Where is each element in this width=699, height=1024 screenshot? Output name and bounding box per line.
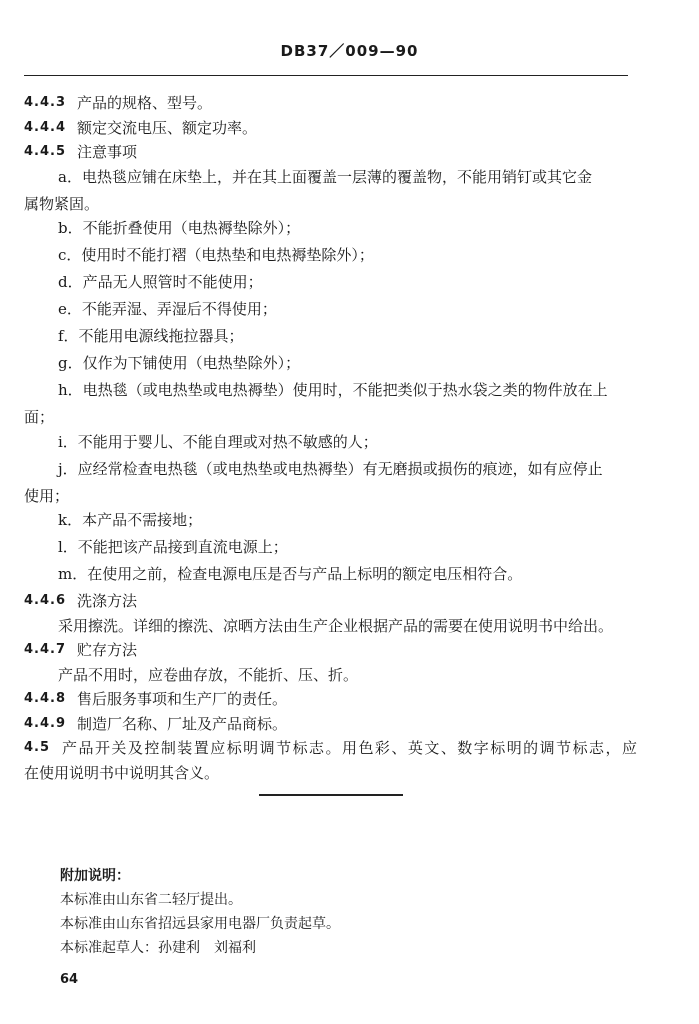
precaution-d-text: d．产品无人照管时不能使用； bbox=[58, 273, 263, 291]
section-4-5-continued bbox=[24, 761, 644, 786]
section-number: 4.4.3 bbox=[24, 95, 67, 110]
standard-code: DB37／009—90 bbox=[280, 42, 419, 60]
precaution-l bbox=[24, 535, 644, 562]
precaution-f-text: f．不能用电源线拖拉器具； bbox=[58, 327, 244, 345]
section-number: 4.4.5 bbox=[24, 144, 67, 159]
precaution-d bbox=[24, 270, 644, 297]
section-title: 贮存方法 bbox=[77, 641, 138, 659]
precaution-h-line2: 面； bbox=[24, 408, 55, 426]
precaution-j-line1: j．应经常检查电热毯（或电热垫或电热褥垫）有无磨损或损伤的痕迹，如有应停止 bbox=[58, 459, 603, 478]
section-4-4-4 bbox=[24, 116, 644, 141]
notes-drafters: 本标准起草人：孙建利 刘福利 bbox=[60, 940, 256, 956]
section-4-4-6 bbox=[24, 589, 644, 614]
section-4-5 bbox=[24, 736, 644, 761]
precaution-c-text: c．使用时不能打褶（电热垫和电热褥垫除外）； bbox=[58, 246, 374, 264]
precaution-a bbox=[24, 165, 644, 192]
section-title: 洗涤方法 bbox=[77, 592, 138, 610]
section-text: 制造厂名称、厂址及产品商标。 bbox=[77, 714, 288, 733]
precaution-m-text: m．在使用之前，检查电源电压是否与产品上标明的额定电压相符合。 bbox=[58, 565, 523, 583]
section-number: 4.4.6 bbox=[24, 593, 67, 608]
section-text: 售后服务事项和生产厂的责任。 bbox=[77, 690, 288, 708]
section-text: 注意事项 bbox=[77, 143, 138, 161]
precaution-a-continued bbox=[24, 192, 644, 217]
document-body bbox=[24, 91, 644, 785]
precaution-h-line1: h．电热毯（或电热垫或电热褥垫）使用时，不能把类似于热水袋之类的物件放在上 bbox=[58, 381, 608, 399]
precaution-j bbox=[24, 457, 644, 484]
section-4-4-3 bbox=[24, 91, 644, 116]
precaution-j-line2: 使用； bbox=[24, 486, 70, 505]
section-number: 4.4.8 bbox=[24, 691, 67, 706]
end-divider bbox=[259, 794, 403, 796]
additional-notes bbox=[60, 864, 340, 960]
section-number: 4.5 bbox=[24, 740, 51, 755]
precaution-e-text: e．不能弄湿、弄湿后不得使用； bbox=[58, 300, 277, 318]
section-4-4-8 bbox=[24, 687, 644, 712]
section-4-4-9 bbox=[24, 712, 644, 737]
section-text: 额定交流电压、额定功率。 bbox=[77, 118, 258, 137]
section-body: 产品不用时，应卷曲存放，不能折、压、折。 bbox=[58, 665, 359, 684]
precaution-h bbox=[24, 378, 644, 405]
precaution-h-continued bbox=[24, 405, 644, 430]
section-4-4-5 bbox=[24, 140, 644, 165]
page-header bbox=[0, 40, 699, 61]
precaution-l-text: l．不能把该产品接到直流电源上； bbox=[58, 538, 288, 556]
precaution-c bbox=[24, 243, 644, 270]
section-4-4-7-body bbox=[24, 663, 644, 688]
section-number: 4.4.4 bbox=[24, 119, 67, 135]
precaution-f bbox=[24, 324, 644, 351]
precaution-j-continued bbox=[24, 484, 644, 509]
notes-proposer: 本标准由山东省二轻厅提出。 bbox=[60, 892, 242, 908]
notes-title: 附加说明： bbox=[60, 868, 130, 884]
precaution-b-text: b．不能折叠使用（电热褥垫除外）； bbox=[58, 219, 301, 237]
page-number: 64 bbox=[60, 972, 79, 987]
section-text: 产品的规格、型号。 bbox=[77, 94, 213, 112]
header-divider bbox=[24, 75, 628, 76]
precaution-i bbox=[24, 430, 644, 457]
section-body: 采用擦洗。详细的擦洗、凉晒方法由生产企业根据产品的需要在使用说明书中给出。 bbox=[58, 616, 614, 635]
precaution-e bbox=[24, 297, 644, 324]
precaution-i-text: i．不能用于婴儿、不能自理或对热不敏感的人； bbox=[58, 432, 378, 451]
precaution-g bbox=[24, 351, 644, 378]
precaution-g-text: g．仅作为下铺使用（电热垫除外）； bbox=[58, 354, 301, 372]
precaution-m bbox=[24, 562, 644, 589]
section-4-5-line1: 产品开关及控制装置应标明调节标志。用色彩、英文、数字标明的调节标志，应 bbox=[62, 739, 637, 757]
precaution-a-line1: a．电热毯应铺在床垫上，并在其上面覆盖一层薄的覆盖物，不能用销钉或其它金 bbox=[58, 167, 592, 186]
section-number: 4.4.7 bbox=[24, 642, 67, 657]
precaution-k-text: k．本产品不需接地； bbox=[58, 511, 203, 529]
section-4-4-6-body bbox=[24, 614, 644, 639]
precaution-a-line2: 属物紧固。 bbox=[24, 194, 100, 213]
precaution-b bbox=[24, 216, 644, 243]
notes-drafting-unit: 本标准由山东省招远县家用电器厂负责起草。 bbox=[60, 916, 340, 932]
precaution-k bbox=[24, 508, 644, 535]
section-4-5-line2: 在使用说明书中说明其含义。 bbox=[24, 763, 220, 782]
section-number: 4.4.9 bbox=[24, 715, 67, 731]
section-4-4-7 bbox=[24, 638, 644, 663]
